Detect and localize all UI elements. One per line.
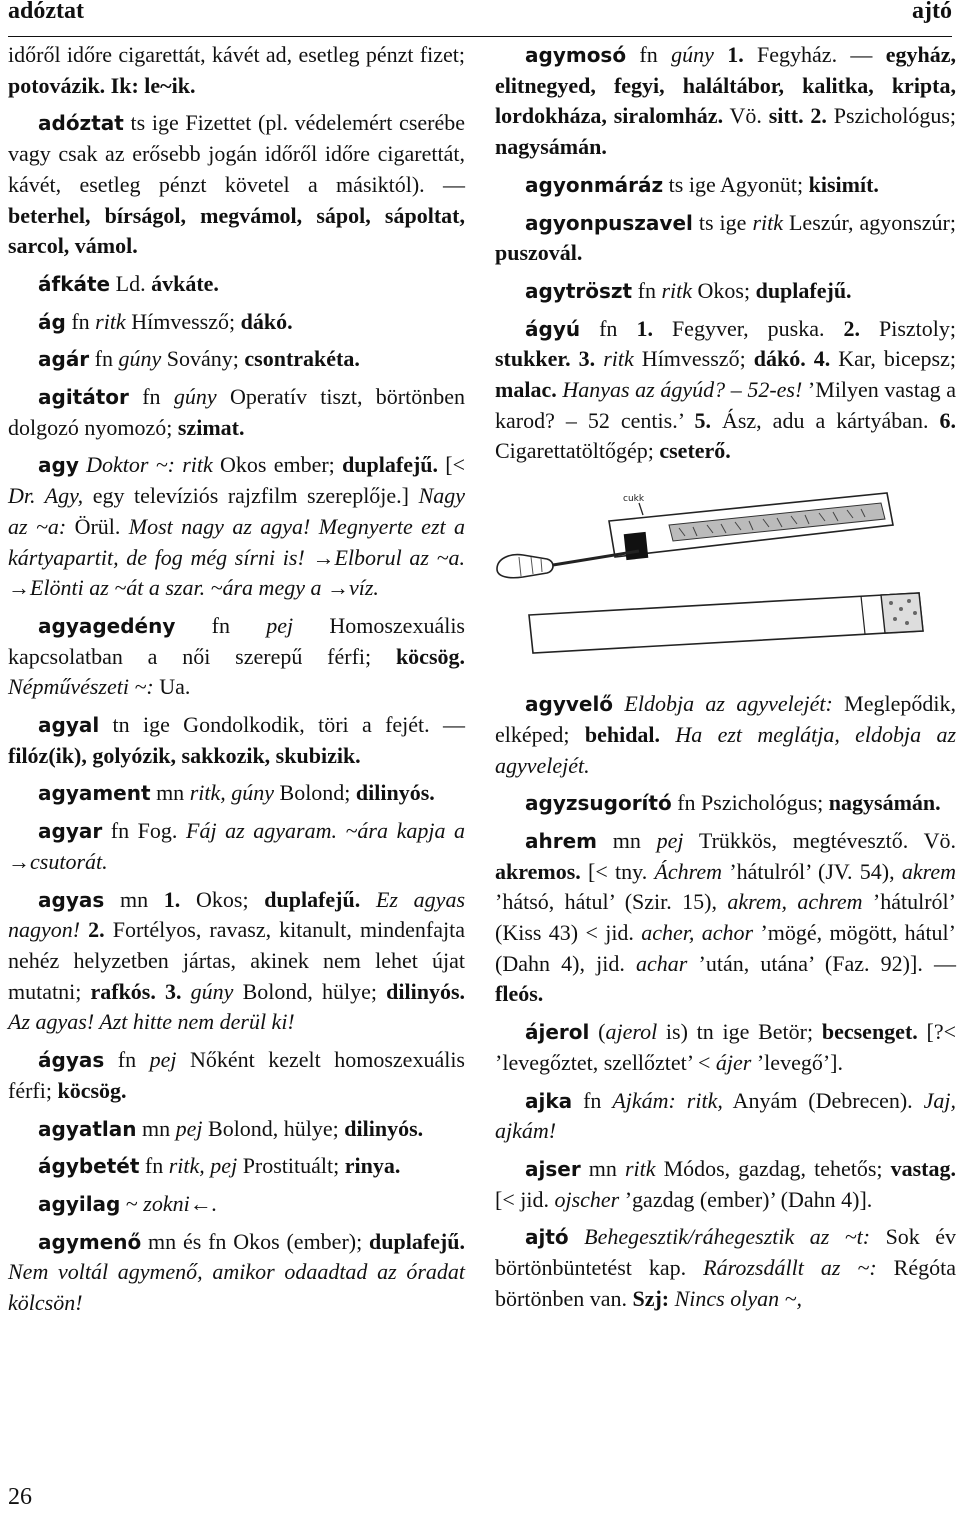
cross-reference: szimat.: [177, 414, 245, 440]
cross-reference: köcsög.: [395, 643, 465, 669]
headword: ajka: [525, 1088, 573, 1113]
dictionary-entry-agyu: [495, 314, 956, 468]
dictionary-entry-agyagedeny: [8, 611, 465, 703]
dictionary-entry-afkate: [8, 269, 465, 300]
entry-text: Örül.: [66, 513, 129, 539]
italic-text: gúny: [118, 346, 162, 372]
cross-reference: nagysámán.: [828, 790, 941, 816]
entry-text: fn: [139, 1153, 169, 1179]
entry-text: Operatív tiszt, börtönben dolgozó nyomozó;: [8, 384, 465, 440]
entry-text: [360, 887, 376, 912]
entry-text: mn: [580, 1155, 625, 1181]
italic-text: gúny: [671, 42, 714, 67]
headword: agyilag: [38, 1191, 121, 1216]
italic-text: ritk: [95, 308, 126, 334]
italic-text: ritk: [603, 346, 634, 372]
dictionary-entry-ajto: [495, 1222, 956, 1314]
entry-text: Ász, adu a kártyában.: [710, 407, 940, 433]
cross-reference: dilinyós.: [355, 780, 435, 806]
entry-text: időről időre cigarettát, kávét ad, esetleg pénzt fizet;: [8, 42, 465, 67]
italic-text: ajerol: [605, 1019, 658, 1045]
entry-text: Kar, bicepsz;: [830, 346, 956, 372]
entry-text: [<: [438, 452, 466, 478]
italic-text: pej: [149, 1047, 177, 1073]
dictionary-entry-agyvelo: [495, 689, 956, 781]
entry-text: is) tn ige Betör;: [657, 1019, 822, 1045]
dictionary-entry-agybetet: [8, 1151, 465, 1182]
cross-reference: köcsög.: [57, 1077, 127, 1103]
cross-reference: rinya.: [344, 1153, 401, 1179]
cross-reference: duplafejű.: [369, 1228, 465, 1254]
headword: agyal: [38, 713, 100, 738]
cross-reference: 6.: [939, 407, 956, 433]
running-head-right: ajtó: [912, 0, 952, 24]
entry-text: Okos ember;: [212, 452, 343, 478]
italic-text: ritk: [661, 277, 693, 303]
italic-text: ritk, gúny: [189, 780, 275, 806]
italic-text: gúny: [190, 978, 234, 1004]
cross-reference: akremos.: [495, 858, 581, 884]
illustration-label: cukk: [623, 494, 645, 505]
dictionary-entry-adoztat: [8, 108, 465, 262]
cross-reference: 1.: [636, 315, 653, 341]
entry-text: egy televíziós rajzfilm szereplője.]: [83, 483, 419, 509]
dictionary-entry-agyas: [8, 885, 465, 1039]
entry-text: [613, 691, 624, 716]
headword: ágybetét: [38, 1154, 140, 1179]
headword: ajtó: [525, 1225, 569, 1250]
italic-text: akrem: [901, 858, 956, 884]
headword: agyatlan: [38, 1116, 137, 1141]
dictionary-entry-agyonmaraz: [495, 170, 956, 201]
entry-text: Hímvessző;: [633, 346, 754, 372]
italic-text: ájer: [715, 1049, 752, 1075]
entry-text: Prostituált;: [237, 1153, 345, 1179]
cross-reference: duplafejű.: [264, 886, 361, 912]
entry-text: Meglepődik, elképed;: [495, 691, 956, 747]
entry-text: fn: [128, 384, 174, 410]
italic-text: ritk: [182, 452, 213, 478]
entry-text: fn: [65, 308, 96, 334]
dictionary-entry-agytroszt: [495, 276, 956, 307]
entry-text: ’levegő’].: [751, 1049, 843, 1075]
cross-reference: filóz(ik), golyózik, sakkozik, skubizik.: [8, 742, 361, 768]
entry-text: fn: [104, 1047, 150, 1073]
entry-text: fn Pszichológus;: [671, 790, 829, 816]
entry-text: [714, 42, 727, 67]
entry-text: mn és fn Okos (ember);: [141, 1228, 370, 1254]
entry-text: ’hátulról’ (Kiss 43) < jid.: [495, 889, 956, 946]
dictionary-entry-agymeno: [8, 1227, 465, 1319]
cross-reference: potovázik. Ik: le~ik.: [8, 72, 196, 98]
headword: agyament: [38, 781, 151, 806]
italic-text: Fáj az agyaram. ~ára kapja a →csutorát.: [8, 818, 466, 874]
entry-text: fn: [626, 42, 672, 67]
italic-text: Doktor ~:: [86, 452, 175, 478]
italic-text: akrem, achrem: [727, 889, 863, 915]
entry-text: [< jid.: [495, 1186, 555, 1212]
filling-tube: [609, 493, 893, 560]
dictionary-entry-agyilag: [8, 1189, 465, 1220]
dictionary-entry-agyatlan: [8, 1114, 465, 1145]
entry-text: fn: [89, 346, 119, 372]
italic-text: gúny: [173, 384, 217, 410]
entry-text: fn: [175, 612, 267, 638]
cross-reference: csontrakéta.: [244, 346, 360, 372]
cross-reference: behidal.: [584, 721, 661, 747]
cross-reference: rafkós. 3.: [90, 978, 182, 1004]
dictionary-entry-agitator: [8, 382, 465, 443]
headword: agyas: [38, 887, 105, 912]
entry-text: Fegyház. —: [743, 42, 886, 67]
cigarette: [529, 593, 923, 653]
entry-text: Pisztoly;: [859, 315, 956, 341]
italic-text: zokni←.: [143, 1190, 218, 1216]
entry-text: Nőként kezelt homoszexuális férfi;: [8, 1047, 465, 1103]
dictionary-entry-agyzsugorito: [495, 788, 956, 819]
page-number: 26: [8, 1484, 32, 1510]
entry-text: tn ige Gondolkodik, töri a fejét. —: [99, 712, 465, 738]
cross-reference: 2.: [88, 917, 105, 943]
italic-text: pej: [656, 827, 684, 853]
entry-text: fn Fog.: [102, 818, 186, 844]
headword: agymosó: [525, 43, 627, 67]
italic-text: Az agyas! Azt hitte nem derül ki!: [8, 1009, 295, 1035]
italic-text: Jaj, ajkám!: [495, 1087, 956, 1144]
italic-text: ojscher: [554, 1186, 620, 1212]
headword: agyvelő: [525, 692, 614, 717]
cross-reference: nagysámán.: [495, 134, 607, 160]
italic-text: pej: [175, 1115, 203, 1141]
italic-text: Nem voltál agymenő, amikor odaadtad az óradat kölcsön!: [8, 1259, 465, 1316]
cross-reference: becsenget.: [821, 1019, 918, 1045]
running-head: [8, 0, 952, 37]
entry-text: ’hátulról’ (JV. 54),: [722, 858, 902, 884]
entry-text: ts ige Fizettet (pl. védelemért cserébe vagy csak az erősebb jogán időről időre cigarettát, kávét, esetleg pénzt követel a másiktól). —: [8, 110, 465, 197]
dictionary-entry-ajka: [495, 1086, 956, 1147]
dictionary-entry-agyas2: [8, 1045, 465, 1106]
dictionary-entry-agymoso: [495, 40, 956, 163]
cross-reference: sitt. 2.: [768, 103, 827, 129]
dictionary-entry-ajser: [495, 1154, 956, 1215]
italic-text: achar: [636, 950, 688, 976]
dictionary-entry-agyament: [8, 778, 465, 809]
italic-text: Eldobja az agyvelejét:: [624, 691, 833, 717]
headword: agyar: [38, 819, 103, 844]
entry-text: ’hátsó, hátul’ (Szir. 15),: [495, 889, 728, 915]
entry-text: fn: [580, 315, 637, 341]
entry-text: ts ige: [692, 209, 753, 235]
cross-reference: 1.: [163, 886, 181, 912]
entry-text: Régóta börtönben van.: [495, 1255, 956, 1311]
italic-text: ritk: [752, 209, 783, 235]
entry-text: ’után, utána’ (Faz. 92)]. —: [687, 950, 957, 976]
entry-text: [?< ’levegőztet, szellőztet’ <: [495, 1019, 957, 1075]
cross-reference: cseterő.: [659, 438, 731, 464]
headword: agy: [38, 453, 79, 478]
entry-text: Pszichológus;: [826, 103, 956, 129]
headword: agyonpuszavel: [525, 210, 693, 235]
dictionary-entry-agy: [8, 450, 465, 604]
headword: agyzsugorító: [525, 791, 672, 816]
italic-text: Most nagy az agya! Megnyerte ezt a kártyapartit, de fog még sírni is! →Elborul az ~a. →Elönti az ~át a szar. ~ára megy a →víz.: [8, 513, 465, 601]
entry-text: (: [589, 1019, 606, 1045]
entry-text: Bolond, hülye;: [202, 1115, 345, 1141]
italic-text: acher, achor: [641, 920, 754, 946]
headword: agyagedény: [38, 613, 176, 638]
italic-text: ritk: [624, 1155, 656, 1181]
headword: agitátor: [38, 385, 129, 410]
entry-text: [80, 917, 88, 942]
entry-text: mn: [136, 1115, 176, 1141]
entry-text: Fegyver, puska.: [652, 315, 844, 341]
cross-reference: vastag.: [890, 1155, 956, 1181]
italic-text: Nagy az ~a:: [8, 483, 466, 539]
screwdriver-handle: [497, 551, 639, 578]
entry-text: ’gazdag (ember)’ (Dahn 4)].: [619, 1186, 873, 1212]
entry-text: ’mögé, mögött, hátul’ (Dahn 4), jid.: [495, 920, 956, 976]
headword: áfkáte: [38, 271, 111, 296]
cross-reference: duplafejű.: [342, 452, 439, 478]
entry-text: fn: [632, 277, 662, 303]
entry-text: ts ige Agyonüt;: [663, 171, 809, 197]
cross-reference: 2.: [843, 315, 860, 341]
headword: adóztat: [38, 111, 124, 136]
cross-reference: kisimít.: [808, 171, 879, 197]
dictionary-entry-agyonpuszavel: [495, 208, 956, 269]
dictionary-entry-ajerol: [495, 1017, 956, 1078]
right-column: [495, 40, 956, 1315]
dictionary-entry-cont: [8, 40, 465, 101]
cross-reference: 5.: [694, 407, 711, 433]
cross-reference: puszovál.: [495, 240, 583, 266]
entry-text: mn: [104, 886, 164, 912]
cross-reference: ávkáte.: [151, 270, 219, 296]
entry-text: fn: [572, 1087, 613, 1113]
entry-text: [182, 979, 191, 1004]
italic-text: Népművészeti ~:: [8, 674, 154, 700]
entry-text: Sovány;: [161, 346, 245, 372]
cross-reference: 1.: [727, 42, 744, 67]
entry-text: ’Milyen vastag a karod? – 52 centis.’: [495, 377, 956, 433]
headword: agyonmáráz: [525, 172, 664, 197]
entry-text: [660, 722, 675, 747]
entry-text: [569, 1224, 584, 1249]
running-head-left: adóztat: [8, 0, 84, 24]
cross-reference: egyház, elitnegyed, fegyi, haláltábor, kalitka, kripta, lordokháza, siralomház.: [495, 42, 957, 129]
entry-text: Vö.: [723, 103, 769, 129]
entry-text: [595, 346, 603, 371]
entry-text: Trükkös, megtévesztő. Vö.: [683, 827, 956, 853]
entry-text: mn: [597, 827, 657, 853]
entry-text: Bolond, hülye;: [233, 978, 387, 1004]
entry-text: Fortélyos, ravasz, kitanult, mindenfajta nehéz helyzetben jártas, akinek nem lehet újat mutatni;: [8, 917, 466, 1004]
cross-reference: dilinyós.: [386, 978, 466, 1004]
dictionary-entry-agyar: [8, 816, 465, 877]
entry-text: Leszúr, agyonszúr;: [783, 209, 956, 235]
headword: agytröszt: [525, 278, 633, 303]
italic-text: Behegesztik/ráhegesztik az ~t:: [584, 1224, 871, 1250]
cross-reference: dilinyós.: [344, 1115, 424, 1141]
cross-reference: dákó. 4.: [753, 346, 831, 372]
right-column-top: [495, 40, 956, 467]
right-column-bottom: [495, 689, 956, 1314]
entry-text: Homoszexuális kapcsolatban a női szerepű férfi;: [8, 612, 465, 669]
cross-reference: dákó.: [240, 308, 293, 334]
dictionary-entry-agar: [8, 344, 465, 375]
left-column: [8, 40, 465, 1319]
italic-text: Dr. Agy,: [8, 483, 84, 509]
headword: ágyas: [38, 1048, 105, 1073]
italic-text: Áchrem: [654, 858, 723, 884]
italic-text: Hanyas az ágyúd? – 52-es!: [562, 377, 803, 403]
entry-text: Ua.: [153, 674, 191, 700]
headword: ahrem: [525, 828, 598, 853]
italic-text: Nincs olyan ~,: [674, 1285, 803, 1311]
italic-text: Rározsdállt az ~:: [703, 1255, 877, 1281]
cross-reference: stukker. 3.: [495, 346, 596, 372]
headword: ajser: [525, 1156, 581, 1181]
italic-text: Ha ezt meglátja, eldobja az agyvelejét.: [495, 721, 957, 778]
italic-text: pej: [266, 612, 294, 638]
entry-text: [< tny.: [580, 858, 655, 884]
dictionary-entry-ag: [8, 307, 465, 338]
entry-text: Ld.: [110, 270, 152, 296]
cross-reference: fleós.: [495, 981, 544, 1007]
cross-reference: beterhel, bírságol, megvámol, sápol, sápoltat, sarcol, vámol.: [8, 202, 465, 259]
italic-text: ritk, pej: [168, 1153, 238, 1179]
italic-text: Ajkám: ritk,: [612, 1087, 723, 1113]
cigarette-filler-illustration: [489, 481, 929, 673]
headword: agár: [38, 347, 90, 372]
entry-text: mn: [150, 780, 190, 806]
entry-text: Sok év börtönbüntetést kap.: [495, 1224, 957, 1281]
entry-text: Cigarettatöltőgép;: [495, 438, 660, 464]
headword: ájerol: [525, 1020, 590, 1045]
headword: ág: [38, 309, 66, 334]
cross-reference: malac.: [495, 377, 557, 403]
entry-text: Bolond;: [274, 780, 356, 806]
cross-reference: Szj:: [632, 1285, 670, 1311]
cross-reference: duplafejű.: [755, 277, 852, 303]
dictionary-entry-agyal: [8, 710, 465, 771]
entry-text: ~: [120, 1190, 144, 1216]
headword: ágyú: [525, 316, 581, 341]
headword: agymenő: [38, 1229, 142, 1254]
entry-text: Okos;: [180, 886, 265, 912]
entry-text: Anyám (Debrecen).: [722, 1087, 924, 1113]
entry-text: Hímvessző;: [125, 308, 241, 334]
italic-text: Ez agyas nagyon!: [8, 886, 466, 943]
entry-text: Okos;: [692, 277, 756, 303]
dictionary-entry-ahrem: [495, 826, 956, 1010]
entry-text: Módos, gazdag, tehetős;: [655, 1155, 891, 1181]
